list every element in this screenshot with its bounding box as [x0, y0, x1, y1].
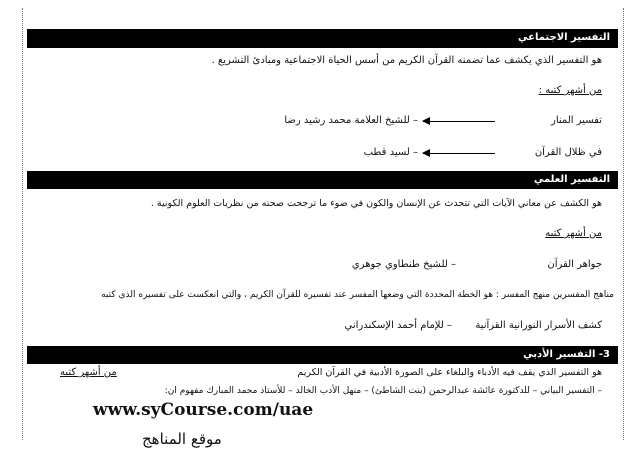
- watermark-url: www.syCourse.com/uae: [93, 400, 314, 420]
- scientific-definition: هو الكشف عن معاني الآيات التي تتحدث عن الإنسان والكون في ضوء ما ترجحت صحته من نظريات العلوم الكونية .: [150, 198, 602, 209]
- scientific-book-author-2: – للإمام أحمد الإسكندراني: [344, 320, 452, 331]
- social-book-author-1: – للشيخ العلامة محمد رشيد رضا: [284, 115, 418, 126]
- scientific-book-title-1: جواهر القرآن: [547, 259, 602, 270]
- literary-books-line: – التفسير البياني – للدكتورة عائشة عبدالرحمن (بنت الشاطئ) – منهل الأدب الخالد – للأستاذ محمد المبارك مفهوم ان:: [164, 386, 602, 396]
- arrow-icon: [423, 153, 495, 154]
- watermark-site-name: موقع المناهج: [142, 430, 222, 448]
- scientific-books-label: من أشهر كتبه: [545, 228, 602, 239]
- social-book-title-2: في ظلال القرآن: [534, 147, 602, 158]
- scientific-book-author-1: – للشيخ طنطاوي جوهري: [351, 259, 456, 270]
- literary-books-label: من أشهر كتبه: [60, 367, 117, 378]
- social-book-author-2: – لسيد قطب: [363, 147, 418, 158]
- social-books-label: من أشهر كتبه :: [538, 85, 602, 96]
- social-book-title-1: تفسير المنار: [551, 115, 602, 126]
- scientific-book-title-2: كشف الأسرار النورانية القرآنية: [475, 320, 602, 331]
- section-header-social: التفسير الاجتماعي: [27, 29, 618, 48]
- arrow-icon: [423, 121, 495, 122]
- literary-definition: هو التفسير الذي يقف فيه الأدباء والبلغاء على الصورة الأدبية في القرآن الكريم: [297, 367, 602, 378]
- social-definition: هو التفسير الذي يكشف عما تضمنه القرآن الكريم من أسس الحياة الاجتماعية ومبادئ التشريع .: [211, 55, 602, 66]
- section-header-scientific: التفسير العلمي: [27, 171, 618, 189]
- section-header-literary: 3- التفسير الأدبي: [27, 346, 618, 364]
- method-note: مناهج المفسرين منهج المفسر : هو الخطة المحددة التي وضعها المفسر عند تفسيره للقرآن الكريم ، والتي انعكست على تفسيره الذي كتبه: [101, 290, 614, 300]
